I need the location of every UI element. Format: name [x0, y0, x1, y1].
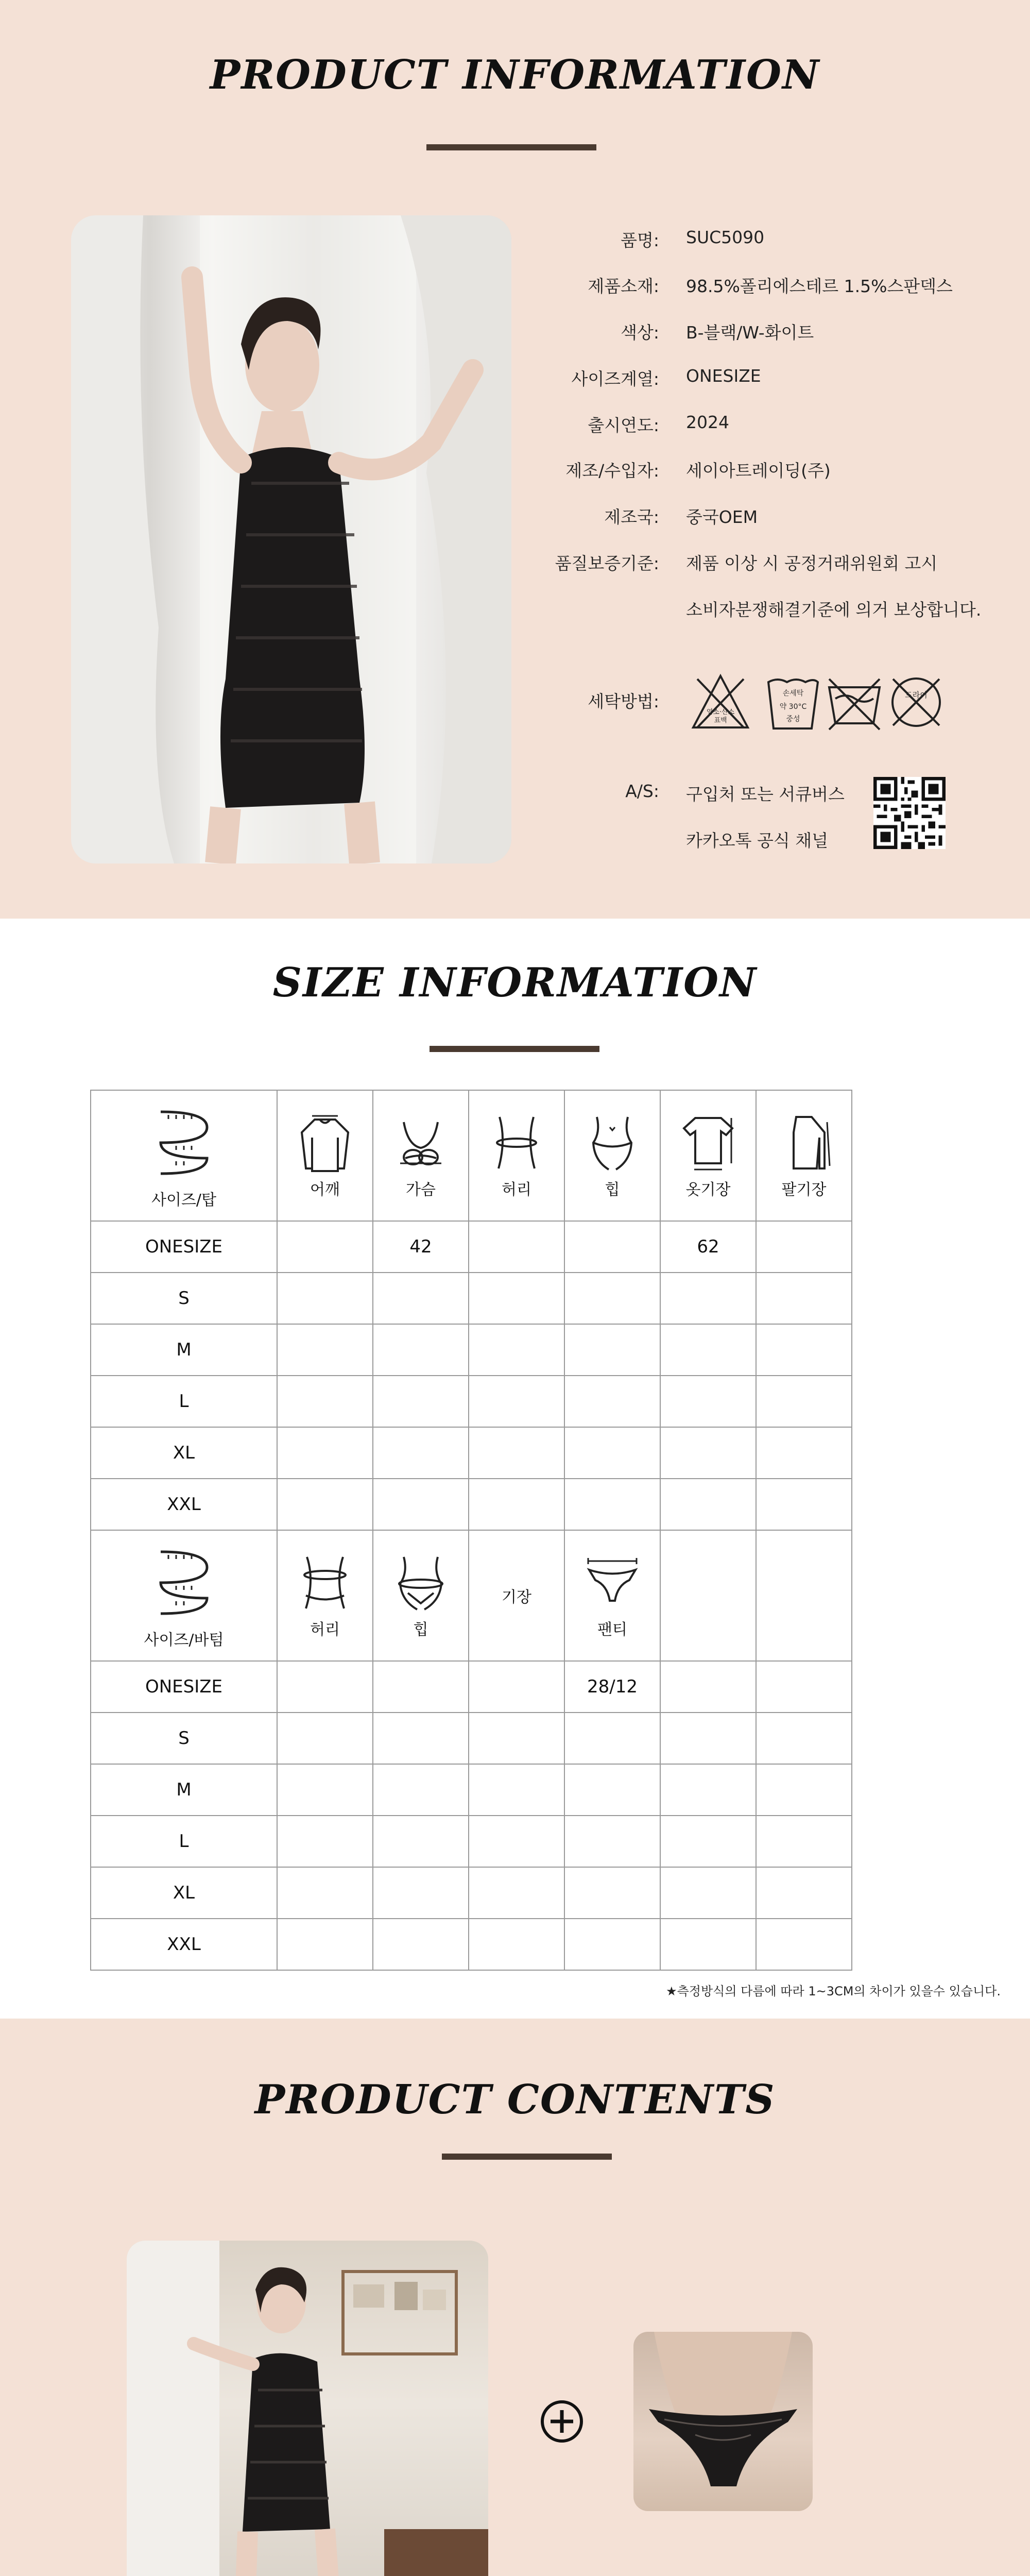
- info-label: 품명:: [621, 230, 659, 250]
- heading-underline: [430, 1046, 599, 1052]
- waist-icon: [469, 1112, 564, 1174]
- size-value-cell: [469, 1919, 564, 1970]
- size-value-cell: [373, 1324, 469, 1376]
- info-value: 제품 이상 시 공정거래위원회 고시: [686, 553, 938, 573]
- size-row: [91, 1713, 852, 1764]
- size-value-cell: [564, 1764, 660, 1816]
- as-label: A/S:: [625, 781, 659, 801]
- size-value-cell: [564, 1867, 660, 1919]
- size-value-cell: [660, 1713, 756, 1764]
- panty-illustration: [633, 2332, 813, 2511]
- size-name-cell: L: [91, 1376, 277, 1427]
- size-value-cell: [756, 1816, 852, 1867]
- size-name-cell: XXL: [91, 1479, 277, 1530]
- size-value-cell: 62: [660, 1221, 756, 1273]
- size-header-cell: [469, 1090, 564, 1221]
- size-value-cell: [373, 1764, 469, 1816]
- svg-text:중성: 중성: [786, 715, 800, 723]
- wash-method-label: 세탁방법:: [588, 691, 659, 711]
- size-value-cell: [564, 1427, 660, 1479]
- size-value-cell: [564, 1324, 660, 1376]
- size-value-cell: [277, 1479, 373, 1530]
- size-value-cell: [756, 1661, 852, 1713]
- shoulder-icon: [278, 1112, 372, 1174]
- info-label: 제조국:: [604, 507, 659, 527]
- size-header-cell: [564, 1090, 660, 1221]
- size-value-cell: [469, 1479, 564, 1530]
- size-value-cell: [469, 1867, 564, 1919]
- size-header-label: 허리: [502, 1181, 531, 1199]
- size-header-cell: [756, 1530, 852, 1661]
- size-value-cell: [373, 1919, 469, 1970]
- size-value-cell: [660, 1376, 756, 1427]
- size-value-cell: [373, 1713, 469, 1764]
- size-value-cell: [564, 1273, 660, 1324]
- size-header-label: 사이즈/탑: [151, 1191, 217, 1209]
- size-row: [91, 1764, 852, 1816]
- info-value: 2024: [686, 412, 729, 432]
- size-value-cell: [373, 1867, 469, 1919]
- size-name-cell: ONESIZE: [91, 1221, 277, 1273]
- info-value: 소비자분쟁해결기준에 의거 보상합니다.: [686, 600, 982, 620]
- size-value-cell: [756, 1867, 852, 1919]
- info-label: 제품소재:: [588, 276, 659, 296]
- info-label: 제조/수입자:: [565, 461, 659, 481]
- size-name-cell: L: [91, 1816, 277, 1867]
- size-header-cell: [91, 1530, 277, 1661]
- size-value-cell: [469, 1764, 564, 1816]
- size-row: [91, 1376, 852, 1427]
- size-value-cell: [277, 1661, 373, 1713]
- size-value-cell: [564, 1376, 660, 1427]
- no-tumble-dry-icon: [824, 672, 885, 733]
- as-line1: 구입처 또는 서큐버스: [686, 784, 845, 804]
- size-header-label: 허리: [310, 1621, 340, 1639]
- size-value-cell: [660, 1273, 756, 1324]
- size-value-cell: [660, 1919, 756, 1970]
- size-row: [91, 1427, 852, 1479]
- size-value-cell: [277, 1919, 373, 1970]
- bottom-waist-icon: [278, 1552, 372, 1614]
- bottom-hip-icon: [373, 1552, 468, 1614]
- size-header-label: 팔기장: [781, 1181, 827, 1199]
- size-value-cell: [277, 1221, 373, 1273]
- size-value-cell: [660, 1867, 756, 1919]
- size-row: [91, 1661, 852, 1713]
- size-header-cell: [91, 1090, 277, 1221]
- info-label: 색상:: [621, 323, 659, 343]
- size-value-cell: [756, 1427, 852, 1479]
- size-value-cell: [756, 1713, 852, 1764]
- info-value: 중국OEM: [686, 507, 758, 527]
- size-value-cell: [660, 1816, 756, 1867]
- size-value-cell: [469, 1661, 564, 1713]
- hip-icon: [565, 1112, 660, 1174]
- size-value-cell: [564, 1816, 660, 1867]
- size-value-cell: [756, 1919, 852, 1970]
- size-value-cell: [469, 1427, 564, 1479]
- size-name-cell: S: [91, 1273, 277, 1324]
- size-value-cell: [660, 1427, 756, 1479]
- model-illustration: [71, 215, 511, 863]
- size-row: [91, 1867, 852, 1919]
- size-value-cell: 28/12: [564, 1661, 660, 1713]
- size-value-cell: [756, 1221, 852, 1273]
- no-bleach-icon: [690, 672, 751, 733]
- size-value-cell: [660, 1324, 756, 1376]
- size-row: [91, 1479, 852, 1530]
- size-value-cell: [373, 1661, 469, 1713]
- qr-code[interactable]: [873, 777, 946, 849]
- panty-icon: [565, 1552, 660, 1614]
- size-value-cell: [469, 1713, 564, 1764]
- svg-text:드라이: 드라이: [905, 690, 928, 700]
- no-dry-clean-icon: [886, 672, 947, 733]
- size-header-cell: [373, 1530, 469, 1661]
- size-name-cell: M: [91, 1324, 277, 1376]
- info-label: 사이즈계열:: [571, 369, 659, 389]
- size-value-cell: [469, 1221, 564, 1273]
- product-information-heading: PRODUCT INFORMATION: [210, 52, 820, 98]
- hand-wash-icon: [762, 672, 823, 733]
- model-illustration-set: [127, 2241, 488, 2576]
- size-header-cell: [277, 1530, 373, 1661]
- size-value-cell: [277, 1816, 373, 1867]
- size-header-label: 기장: [502, 1588, 531, 1606]
- size-name-cell: XL: [91, 1867, 277, 1919]
- measurement-note: ★측정방식의 다름에 따라 1~3CM의 차이가 있을수 있습니다.: [666, 1984, 1001, 1998]
- size-row: [91, 1221, 852, 1273]
- size-row: [91, 1919, 852, 1970]
- size-header-cell: [373, 1090, 469, 1221]
- size-header-label: 어깨: [310, 1181, 340, 1199]
- size-value-cell: [756, 1479, 852, 1530]
- as-line2: 카카오톡 공식 채널: [686, 831, 829, 851]
- chest-icon: [373, 1112, 468, 1174]
- info-label: 품질보증기준:: [555, 553, 659, 573]
- info-value: 98.5%폴리에스테르 1.5%스판덱스: [686, 276, 953, 296]
- size-value-cell: [756, 1764, 852, 1816]
- size-name-cell: M: [91, 1764, 277, 1816]
- size-value-cell: [277, 1713, 373, 1764]
- size-header-label: 힙: [605, 1181, 620, 1199]
- size-value-cell: [756, 1273, 852, 1324]
- info-value: ONESIZE: [686, 366, 761, 386]
- size-value-cell: [469, 1816, 564, 1867]
- size-header-cell: [756, 1090, 852, 1221]
- product-photo-set: [127, 2241, 488, 2576]
- size-header-cell: [660, 1090, 756, 1221]
- size-value-cell: [469, 1324, 564, 1376]
- size-value-cell: [564, 1713, 660, 1764]
- size-header-row: [91, 1530, 852, 1661]
- size-header-cell: [660, 1530, 756, 1661]
- info-value: 세이아트레이딩(주): [686, 461, 831, 481]
- size-row: [91, 1273, 852, 1324]
- size-value-cell: [277, 1427, 373, 1479]
- size-value-cell: [373, 1816, 469, 1867]
- size-header-label: 힙: [413, 1621, 428, 1639]
- size-header-cell: [277, 1090, 373, 1221]
- size-value-cell: [660, 1764, 756, 1816]
- sleeve-length-icon: [757, 1112, 851, 1174]
- size-value-cell: [756, 1376, 852, 1427]
- size-table: [90, 1090, 852, 1971]
- size-row: [91, 1324, 852, 1376]
- top-length-icon: [661, 1112, 756, 1174]
- info-value: SUC5090: [686, 227, 765, 247]
- size-name-cell: S: [91, 1713, 277, 1764]
- size-value-cell: [373, 1376, 469, 1427]
- size-value-cell: [660, 1661, 756, 1713]
- size-value-cell: [277, 1764, 373, 1816]
- product-photo-main: [71, 215, 511, 863]
- svg-text:염소·산소: 염소·산소: [706, 708, 735, 716]
- size-value-cell: [469, 1273, 564, 1324]
- product-contents-heading: PRODUCT CONTENTS: [254, 2076, 776, 2123]
- size-header-label: 팬티: [597, 1621, 627, 1639]
- size-value-cell: [373, 1479, 469, 1530]
- measuring-tape-icon: [91, 1101, 277, 1184]
- size-header-cell: [469, 1530, 564, 1661]
- heading-underline: [426, 144, 596, 150]
- size-name-cell: XXL: [91, 1919, 277, 1970]
- size-value-cell: [469, 1376, 564, 1427]
- svg-text:표백: 표백: [714, 717, 727, 724]
- heading-underline: [442, 2154, 612, 2160]
- info-label: 출시연도:: [588, 415, 659, 435]
- measuring-tape-icon: [91, 1541, 277, 1624]
- size-header-label: 가슴: [406, 1181, 436, 1199]
- size-header-label: 옷기장: [685, 1181, 731, 1199]
- size-row: [91, 1816, 852, 1867]
- size-value-cell: [277, 1867, 373, 1919]
- size-value-cell: [373, 1427, 469, 1479]
- product-photo-panty: [633, 2332, 813, 2511]
- size-name-cell: XL: [91, 1427, 277, 1479]
- size-header-row: [91, 1090, 852, 1221]
- info-value: B-블랙/W-화이트: [686, 323, 814, 343]
- size-information-heading: SIZE INFORMATION: [272, 959, 758, 1006]
- size-value-cell: [277, 1376, 373, 1427]
- size-value-cell: [756, 1324, 852, 1376]
- size-value-cell: [373, 1273, 469, 1324]
- size-value-cell: 42: [373, 1221, 469, 1273]
- size-value-cell: [564, 1919, 660, 1970]
- size-value-cell: [564, 1221, 660, 1273]
- size-name-cell: ONESIZE: [91, 1661, 277, 1713]
- size-value-cell: [277, 1324, 373, 1376]
- size-header-label: 사이즈/바텀: [144, 1631, 224, 1649]
- svg-text:손세탁: 손세탁: [782, 689, 804, 698]
- plus-icon: [539, 2399, 585, 2444]
- size-header-cell: [564, 1530, 660, 1661]
- size-value-cell: [277, 1273, 373, 1324]
- svg-text:약 30°C: 약 30°C: [779, 703, 807, 711]
- size-value-cell: [564, 1479, 660, 1530]
- size-value-cell: [660, 1479, 756, 1530]
